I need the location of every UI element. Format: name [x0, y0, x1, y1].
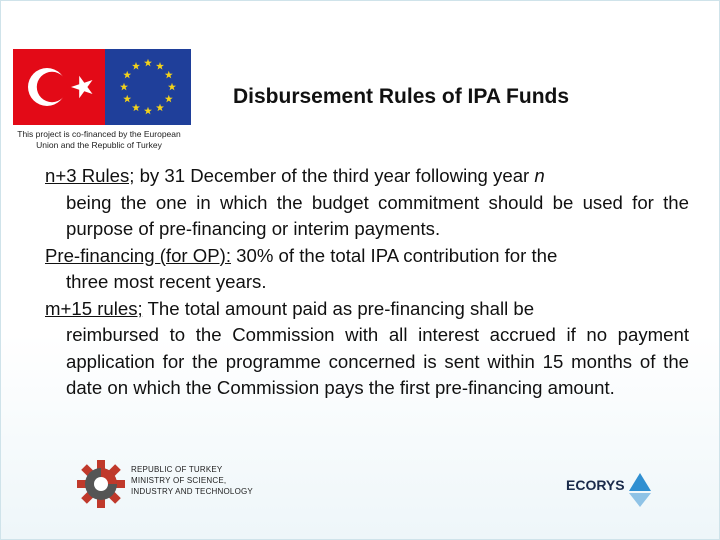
- ecorys-triangle-logo-icon: [627, 471, 653, 509]
- rule-prefinancing-heading: Pre-financing (for OP):: [45, 244, 232, 266]
- ecorys-wordmark: ECORYS: [566, 477, 625, 493]
- eu-flag-icon: [105, 49, 191, 125]
- rule-prefinancing-text: three most recent years.: [66, 271, 267, 292]
- cofinance-note: This project is co-financed by the European Union and the Republic of Turkey: [17, 129, 181, 150]
- ministry-line-3: INDUSTRY AND TECHNOLOGY: [131, 487, 253, 496]
- rule-n3: [45, 163, 689, 243]
- rule-n3-line1: by 31 December of the third year following year: [134, 165, 535, 186]
- page-title: Disbursement Rules of IPA Funds: [233, 85, 570, 108]
- ministry-gear-logo-icon: [76, 459, 126, 509]
- turkey-flag-icon: [13, 49, 105, 125]
- rule-n3-italic: n: [534, 165, 545, 186]
- ministry-line-1: REPUBLIC OF TURKEY: [131, 465, 223, 474]
- rule-m15: [45, 296, 689, 402]
- ministry-line-2: MINISTRY OF SCIENCE,: [131, 476, 227, 485]
- rule-prefinancing: [45, 243, 689, 296]
- rule-m15-text: reimbursed to the Commission with all interest accrued if no payment application for the programme concerned is sent within 15 months of the date on which the Commission pays the first pre-financing amount.: [66, 324, 689, 398]
- rule-m15-line1: The total amount paid as pre-financing shall be: [142, 297, 535, 319]
- rule-n3-text: being the one in which the budget commitment should be used for the purpose of pre-financing or interim payments.: [66, 191, 689, 239]
- rule-m15-heading: m+15 rules;: [45, 297, 143, 319]
- rule-n3-heading: n+3 Rules;: [45, 165, 135, 186]
- rule-prefinancing-line1: 30% of the total IPA contribution for the: [231, 244, 558, 266]
- ministry-name: [131, 464, 253, 497]
- rules-body: [45, 163, 689, 402]
